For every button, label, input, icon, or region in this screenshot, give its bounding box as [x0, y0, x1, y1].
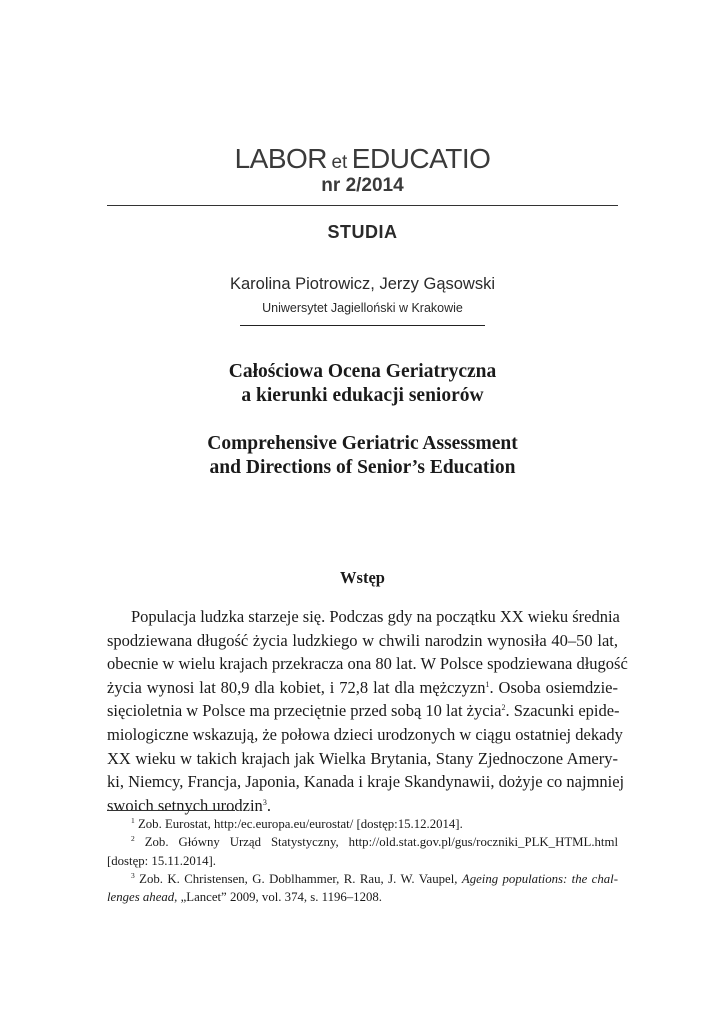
footnote-divider [107, 810, 235, 811]
title-english [0, 432, 725, 480]
section-heading: Wstęp [340, 568, 385, 587]
affiliation: Uniwersytet Jagielloński w Krakowie [262, 301, 463, 315]
header-divider [107, 205, 618, 206]
body-line: spodziewana długość życia ludzkiego w chwili narodzin wynosiła 40–50 lat, [107, 630, 618, 650]
authors: Karolina Piotrowicz, Jerzy Gąsowski [230, 275, 495, 293]
body-line: swoich setnych urodzin$^3$. [107, 795, 271, 815]
journal-name-educatio: EDUCATIO [351, 143, 491, 174]
body-line: XX wieku w takich krajach jak Wielka Brytania, Stany Zjednoczone Amery- [107, 748, 618, 768]
author-divider [240, 325, 485, 326]
footnote-ref-3: 3 [262, 797, 267, 807]
footnote-ref-2: 2 [501, 703, 506, 713]
footnote-2-cont: [dostęp: 15.11.2014]. [107, 853, 216, 868]
body-line: ki, Niemcy, Francja, Japonia, Kanada i kraje Skandynawii, dożyje co najmniej [107, 772, 625, 792]
body-line: Populacja ludzka starzeje się. Podczas gdy na początku XX wieku średnia [131, 607, 620, 626]
title-polish [0, 360, 725, 408]
body-line: sięcioletnia w Polsce ma przeciętnie przed sobą 10 lat życia$^2$. Szacunki epide- [107, 701, 620, 721]
body-paragraph [107, 605, 628, 817]
journal-name-labor: LABOR [234, 143, 328, 174]
journal-name-et: et [331, 152, 348, 173]
footnote-ref-1: 1 [485, 679, 490, 689]
journal-issue: nr 2/2014 [321, 175, 404, 196]
title-polish-line-1: Całościowa Ocena Geriatryczna [228, 361, 497, 382]
journal-name [0, 143, 725, 175]
body-line: miologiczne wskazują, że połowa dzieci urodzonych w ciągu ostatniej dekady [107, 724, 623, 744]
title-english-line-2: and Directions of Senior’s Education [209, 457, 516, 478]
footnote-2: $^2$ Zob. Główny Urząd Statystyczny, http://old.stat.gov.pl/gus/roczniki_PLK_HTML.html [131, 834, 618, 850]
section-label: STUDIA [327, 222, 398, 242]
body-line: życia wynosi lat 80,9 dla kobiet, i 72,8 lat dla mężczyzn$^1$. Osoba osiemdzie- [107, 677, 618, 697]
title-polish-line-2: a kierunki edukacji seniorów [241, 385, 484, 406]
footnotes [107, 815, 618, 906]
footnote-3-cont: lenges ahead, „Lancet” 2009, vol. 374, s. 1196–1208. [107, 890, 382, 905]
body-line: obecnie w wielu krajach przekracza ona 80 lat. W Polsce spodziewana długość [107, 654, 628, 674]
title-english-line-1: Comprehensive Geriatric Assessment [207, 433, 518, 454]
footnote-3: $^3$ Zob. K. Christensen, G. Doblhammer, R. Rau, J. W. Vaupel, Ageing populations: the chal- [131, 870, 618, 886]
footnote-1: $^1$ Zob. Eurostat, http:/ec.europa.eu/eurostat/ [dostęp:15.12.2014]. [131, 816, 463, 831]
